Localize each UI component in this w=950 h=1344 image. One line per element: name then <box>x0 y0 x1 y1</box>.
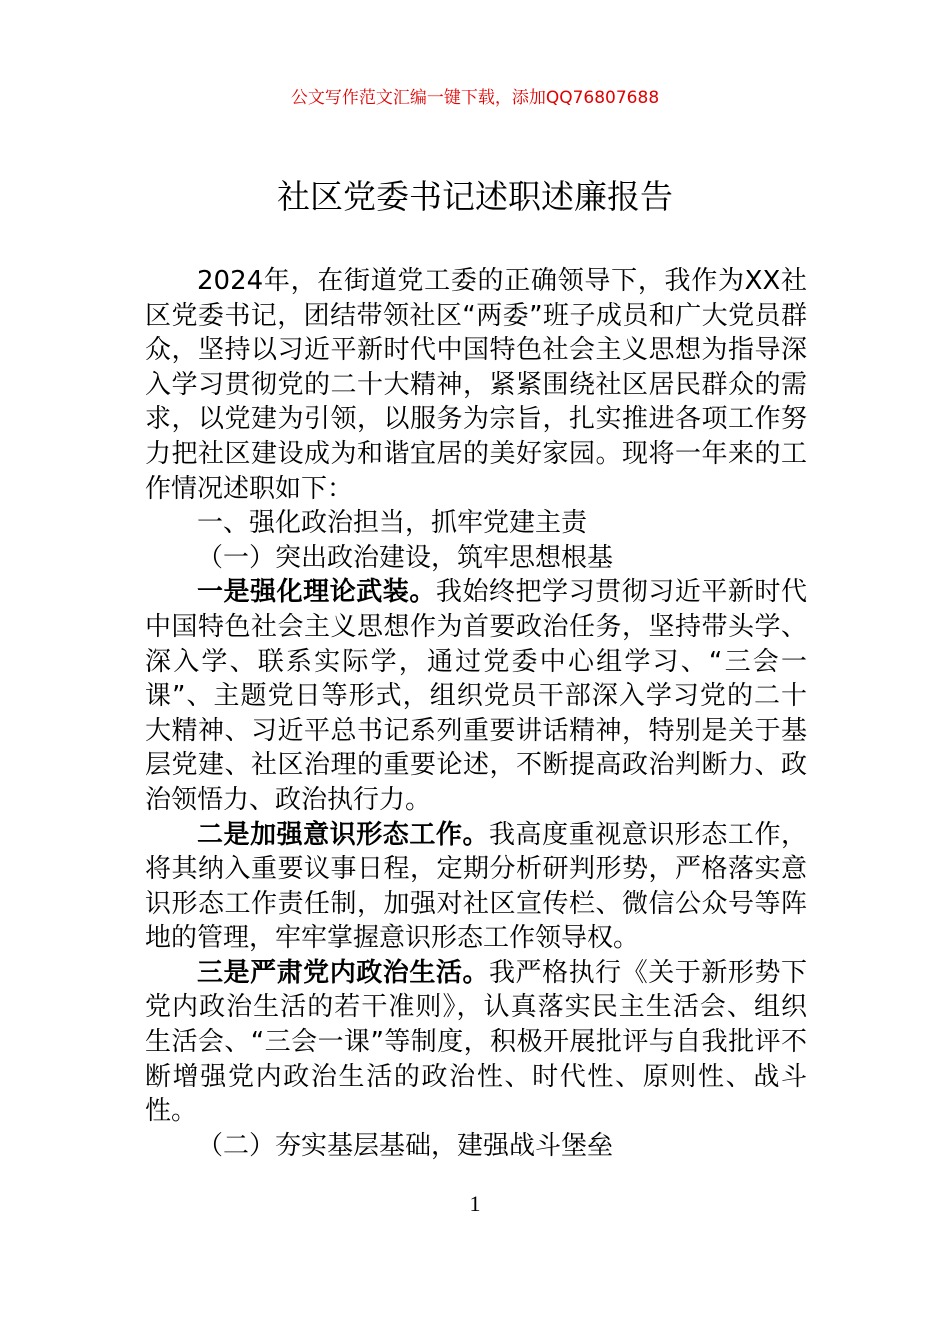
header-banner: 公文写作范文汇编一键下载，添加QQ76807688 <box>290 88 660 108</box>
document-title: 社区党委书记述职述廉报告 <box>277 177 673 216</box>
section-heading: 一、强化政治担当，抓牢党建主责 <box>197 508 588 539</box>
body-paragraph <box>145 575 807 817</box>
paragraph-lead: 一是强化理论武装。 <box>197 577 436 608</box>
paragraph-lead: 二是加强意识形态工作。 <box>197 819 489 850</box>
intro-paragraph: 2024年，在街道党工委的正确领导下，我作为XX社区党委书记，团结带领社区“两委”班子成员和广大党员群众，坚持以习近平新时代中国特色社会主义思想为指导深入学习贯彻党的二十大精神，紧紧围绕社区居民群众的需求，以党建为引领，以服务为宗旨，扎实推进各项工作努力把社区建设成为和谐宜居的美好家园。现将一年来的工作情况述职如下： <box>145 266 807 504</box>
paragraph-text: 我高度重视意识形态工作，将其纳入重要议事日程，定期分析研判形势，严格落实意识形态工作责任制，加强对社区宣传栏、微信公众号等阵地的管理，牢牢掌握意识形态工作领导权。 <box>145 819 807 954</box>
subsection-heading: （二）夯实基层基础，建强战斗堡垒 <box>197 1130 614 1161</box>
paragraph-lead: 三是严肃党内政治生活。 <box>197 957 489 988</box>
document-body <box>145 264 807 1163</box>
paragraph-text: 我严格执行《关于新形势下党内政治生活的若干准则》，认真落实民主生活会、组织生活会、“三会一课”等制度，积极开展批评与自我批评不断增强党内政治生活的政治性、时代性、原则性、战斗性。 <box>145 957 807 1127</box>
body-paragraph <box>145 956 807 1129</box>
paragraph-text: 我始终把学习贯彻习近平新时代中国特色社会主义思想作为首要政治任务，坚持带头学、深入学、联系实际学，通过党委中心组学习、“三会一课”、主题党日等形式，组织党员干部深入学习党的二十大精神、习近平总书记系列重要讲话精神，特别是关于基层党建、社区治理的重要论述，不断提高政治判断力、政治领悟力、政治执行力。 <box>145 577 807 815</box>
body-paragraph <box>145 818 807 956</box>
subsection-heading: （一）突出政治建设，筑牢思想根基 <box>197 542 614 573</box>
page-number: 1 <box>469 1191 481 1216</box>
